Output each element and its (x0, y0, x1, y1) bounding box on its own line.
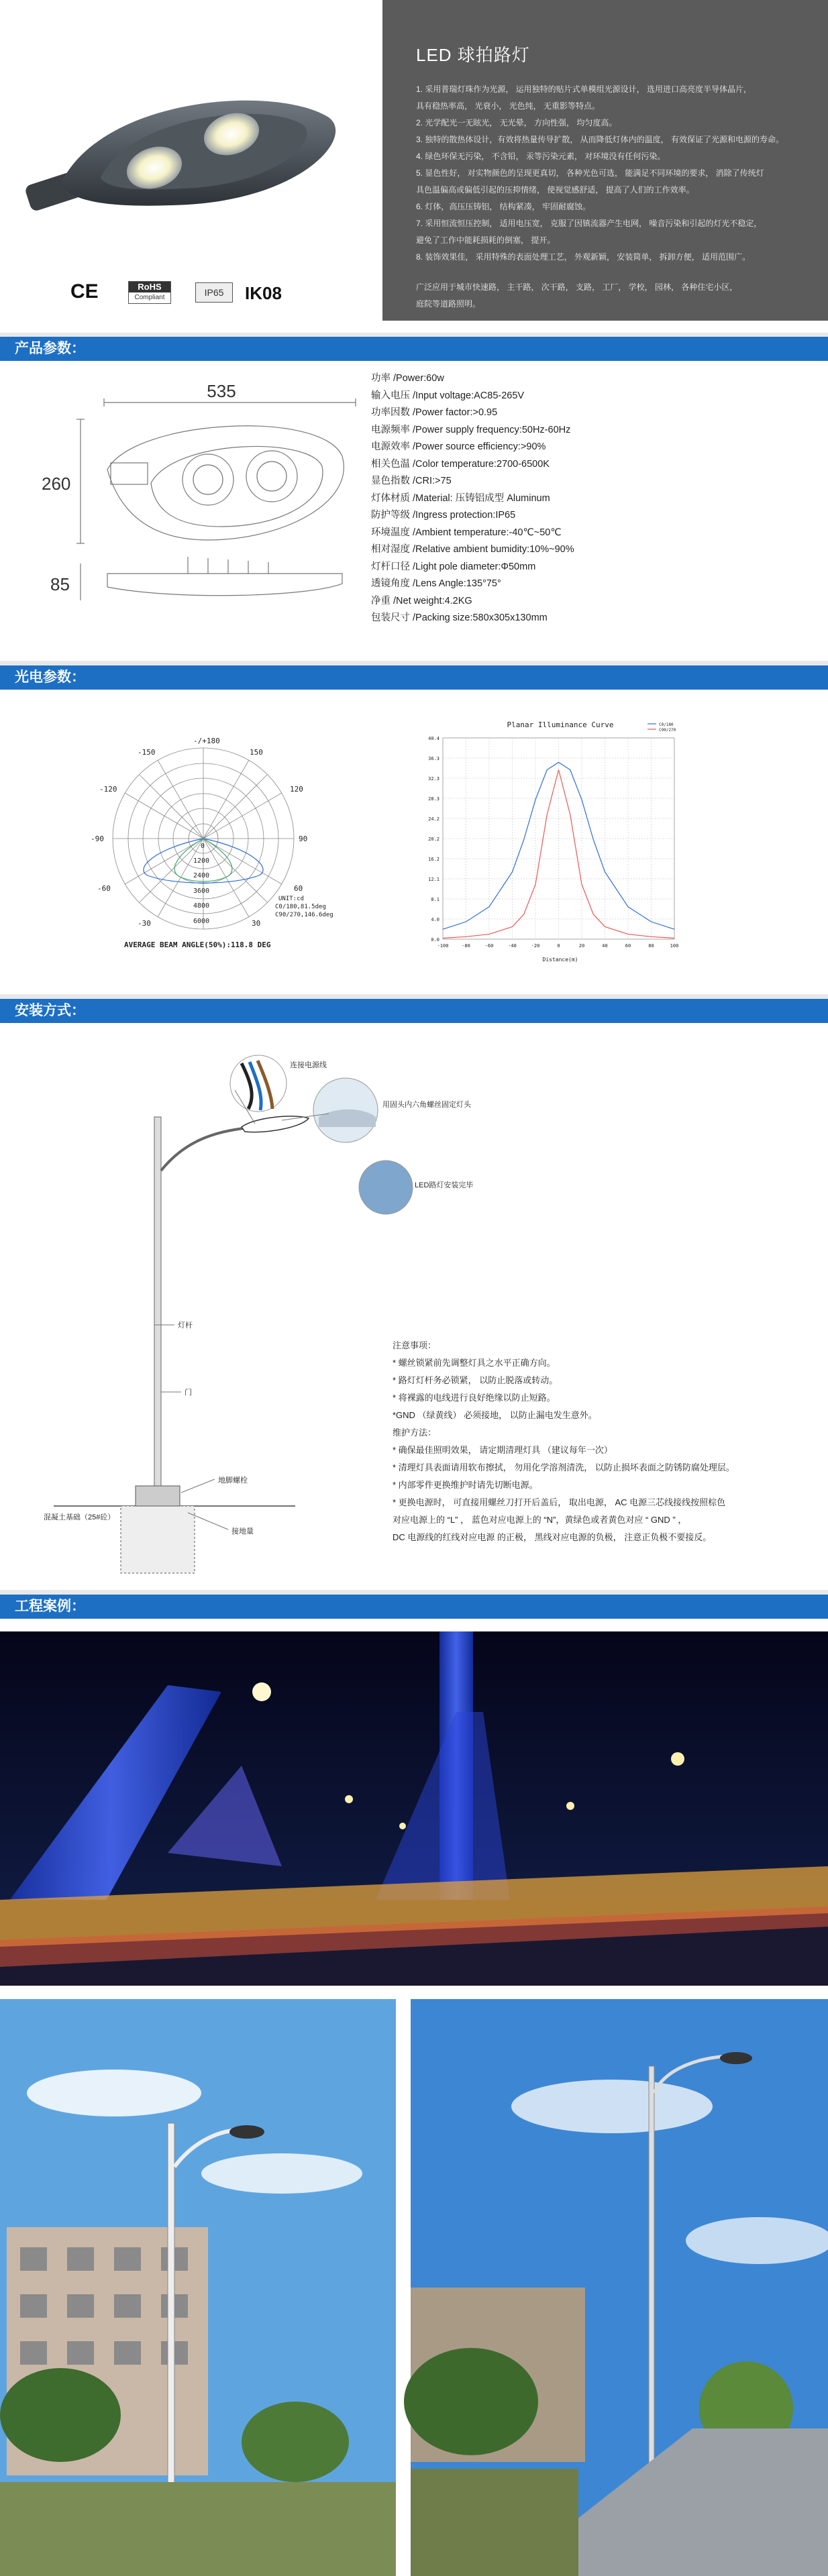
street-light-product-image (20, 70, 356, 238)
product-title: LED 球拍路灯 (416, 45, 530, 65)
polar-angle-label: -30 (138, 919, 151, 928)
maint-item: * 内部零件更换维护时请先切断电源。 (393, 1480, 538, 1490)
y-tick-label: 20.2 (428, 837, 439, 842)
note-item: *GND （绿黄线） 必须接地， 以防止漏电发生意外。 (393, 1410, 597, 1420)
spec-item: 包装尺寸 /Packing size:580x305x130mm (371, 612, 548, 623)
x-tick-label: 80 (648, 943, 654, 949)
section-bar-cases: 工程案例： (0, 1595, 828, 1619)
spec-item: 功率因数 /Power factor:>0.95 (371, 407, 498, 418)
maint-item: * 确保最佳照明效果， 请定期清理灯具 （建议每年一次） (393, 1445, 613, 1455)
maint-item: * 清理灯具表面请用软布擦拭， 勿用化学溶剂清洗， 以防止损坏表面之防锈防腐处理层。 (393, 1462, 735, 1472)
feature-line: 6. 灯体，高压压铸铝， 结构紧凑， 牢固耐腐蚀。 (416, 202, 591, 211)
spec-item: 相对湿度 /Relative ambient bumidity:10%~90% (371, 544, 574, 555)
section-bar-install: 安装方式： (0, 999, 828, 1023)
y-tick-label: 32.3 (428, 776, 439, 782)
ip65-badge: IP65 (195, 282, 233, 303)
feature-line: 具有稳热率高， 光衰小， 光色纯， 无重影等特点。 (416, 101, 601, 111)
y-tick-label: 12.1 (428, 877, 439, 882)
spec-item: 防护等级 /Ingress protection:IP65 (371, 510, 516, 521)
polar-radius-label: 3600 (193, 888, 210, 895)
feature-line: 7. 采用恒流恒压控制， 适用电压宽， 克服了因镇流器产生电网， 噪音污染和引起的灯光不稳定， (416, 219, 762, 228)
polar-radius-label: 4800 (193, 902, 210, 910)
legend-c0: C0/180 (659, 722, 674, 727)
polar-radius-label: 0 (201, 843, 205, 850)
spec-item: 显色指数 /CRI:>75 (371, 476, 452, 486)
y-tick-label: 24.2 (428, 816, 439, 822)
dim-height: 260 (42, 474, 71, 494)
callout-ground: 接地量 (231, 1527, 254, 1536)
x-tick-label: -20 (531, 943, 540, 949)
case-photo-night-bridge (0, 1631, 828, 1986)
polar-angle-label: -120 (99, 785, 117, 794)
note-item: * 路灯灯杆务必锁紧， 以防止脱落或转动。 (393, 1375, 558, 1385)
polar-radius-label: 2400 (193, 872, 210, 879)
dim-width: 535 (207, 381, 236, 401)
y-tick-label: 16.2 (428, 857, 439, 862)
polar-angle-label: -90 (91, 835, 104, 843)
case-photo-street-road (411, 1999, 828, 2576)
x-tick-label: -40 (508, 943, 517, 949)
spec-item: 灯杆口径 /Light pole diameter:Φ50mm (371, 561, 536, 572)
spec-item: 电源频率 /Power supply frequency:50Hz-60Hz (371, 424, 571, 435)
feature-line: 避免了工作中能耗损耗的倒塞， 提开。 (416, 235, 556, 245)
callout-pole: 灯杆 (178, 1322, 193, 1330)
x-tick-label: -100 (437, 943, 449, 949)
rohs-label: RoHS (129, 282, 170, 292)
spec-item: 透镜角度 /Lens Angle:135°75° (371, 578, 501, 589)
case-photo-street-building (0, 1999, 396, 2576)
feature-line: 1. 采用普瑞灯珠作为光源， 运用独特的贴片式单模组光源设计， 选用进口高亮度半导体晶片， (416, 85, 752, 94)
spec-item: 电源效率 /Power source efficiency:>90% (371, 441, 546, 452)
polar-radius-label: 6000 (193, 918, 210, 925)
maint-item: * 更换电源时， 可直接用螺丝刀打开后盖后， 取出电源， AC 电源三芯线接线按照棕色 (393, 1497, 726, 1507)
y-tick-label: 8.1 (431, 897, 439, 902)
callout-foundation: 混凝土基础（25#砼） (44, 1513, 115, 1521)
notes-block (393, 1337, 822, 1546)
spec-item: 相关色温 /Color temperature:2700-6500K (371, 458, 550, 470)
spec-item: 功率 /Power:60w (371, 373, 444, 384)
y-tick-label: 36.3 (428, 756, 439, 761)
polar-unit: UNIT:cd (278, 896, 304, 902)
header-product-panel (0, 0, 382, 321)
dimension-drawing (40, 382, 362, 617)
note-item: * 螺丝锁紧前先调整灯具之水平正确方向。 (393, 1358, 556, 1368)
ik08-label: IK08 (245, 283, 282, 303)
x-tick-label: 0 (557, 943, 560, 949)
spec-item: 净重 /Net weight:4.2KG (371, 595, 472, 606)
usage-line: 庭院等道路照明。 (416, 299, 481, 309)
note-item: * 将裸露的电线进行良好绝缘以防止短路。 (393, 1393, 556, 1403)
maint-title: 维护方法： (393, 1428, 437, 1438)
ce-mark: CE (70, 280, 99, 303)
section-bar-params: 产品参数： (0, 337, 828, 361)
feature-line: 3. 独特的散热体设计，有效将热量传导扩散， 从而降低灯体内的温度， 有效保证了光源和电源的寿命。 (416, 135, 784, 144)
feature-line: 具色温偏高或偏低引起的压抑情绪， 使视觉感舒适， 提高了人们的工作效率。 (416, 185, 694, 195)
polar-angle-label: 120 (290, 785, 303, 794)
polar-angle-label: 60 (294, 884, 303, 893)
callout-fix-head: 用固头内六角螺丝固定灯头 (382, 1101, 471, 1109)
x-tick-label: 60 (625, 943, 631, 949)
polar-diagram (74, 731, 369, 959)
feature-line: 8. 装饰效果佳， 采用特殊的表面处理工艺， 外观新颖， 安装简单， 拆卸方便， 适用范围广。 (416, 252, 751, 262)
polar-angle-label: 90 (299, 835, 308, 843)
polar-angle-label: 150 (250, 748, 263, 757)
spec-item: 灯体材质 /Material: 压铸铝成型 Aluminum (371, 492, 550, 504)
dim-depth: 85 (50, 574, 70, 594)
y-tick-label: 4.0 (431, 917, 439, 922)
callout-anchor-bolt: 地脚螺栓 (218, 1477, 248, 1485)
y-tick-label: 28.3 (428, 796, 439, 802)
rohs-badge (128, 281, 171, 304)
illuminance-chart (409, 718, 678, 966)
polar-radius-label: 1200 (193, 857, 210, 865)
x-tick-label: -80 (462, 943, 470, 949)
legend-c90: C90/270 (659, 728, 676, 733)
header-description-panel (382, 0, 828, 321)
polar-c90-label: C90/270,146.6deg (275, 912, 333, 918)
callout-door: 门 (185, 1389, 192, 1397)
polar-angle-label: -150 (138, 748, 156, 757)
spec-list (371, 370, 787, 627)
feature-list (416, 81, 801, 313)
section-bar-optic: 光电参数： (0, 665, 828, 690)
callout-installed: LED路灯安装完毕 (415, 1181, 474, 1189)
polar-beam-angle: AVERAGE BEAM ANGLE(50%):118.8 DEG (124, 941, 271, 949)
spec-item: 输入电压 /Input voltage:AC85-265V (371, 390, 525, 401)
feature-line: 5. 显色性好， 对实物颜色的呈现更真切， 各种光色可选， 能满足不同环境的要求， 消除了传统灯 (416, 168, 764, 178)
y-tick-label: 40.4 (428, 736, 439, 741)
polar-angle-label: -/+180 (193, 737, 220, 745)
feature-line: 2. 光学配光一无眩光， 无光晕， 方向性强， 均匀度高。 (416, 118, 617, 127)
usage-line: 广泛应用于城市快速路， 主干路， 次干路， 支路， 工厂， 学校， 园林， 各种住宅小区， (416, 282, 738, 292)
x-tick-label: 20 (578, 943, 585, 949)
y-tick-label: 0.0 (431, 937, 439, 943)
polar-angle-label: 30 (252, 919, 261, 928)
maint-item: DC 电源线的红线对应电源 的正极， 黑线对应电源的负极， 注意正负极不要接反。 (393, 1532, 712, 1542)
callout-connect-wire: 连接电源线 (290, 1061, 327, 1069)
chart-title: Planar Illuminance Curve (507, 720, 614, 729)
polar-angle-label: -60 (97, 884, 111, 893)
cert-row (70, 280, 379, 307)
rohs-sub: Compliant (134, 294, 165, 301)
x-tick-label: -60 (484, 943, 494, 949)
feature-line: 4. 绿色环保无污染， 不含铅， 汞等污染元素， 对环境没有任何污染。 (416, 152, 666, 161)
spec-item: 环境温度 /Ambient temperature:-40℃~50℃ (371, 527, 562, 538)
polar-c0-label: C0/180,81.5deg (275, 904, 326, 910)
plot-area (428, 724, 678, 949)
x-tick-label: 40 (602, 943, 608, 949)
notes-title: 注意事项： (393, 1340, 437, 1350)
chart-xlabel: Distance(m) (542, 957, 578, 963)
maint-item: 对应电源上的 “L” ， 蓝色对应电源上的 “N”，黄绿色或者黄色对应 “ GND ” ， (393, 1515, 687, 1525)
x-tick-label: 100 (670, 943, 679, 949)
